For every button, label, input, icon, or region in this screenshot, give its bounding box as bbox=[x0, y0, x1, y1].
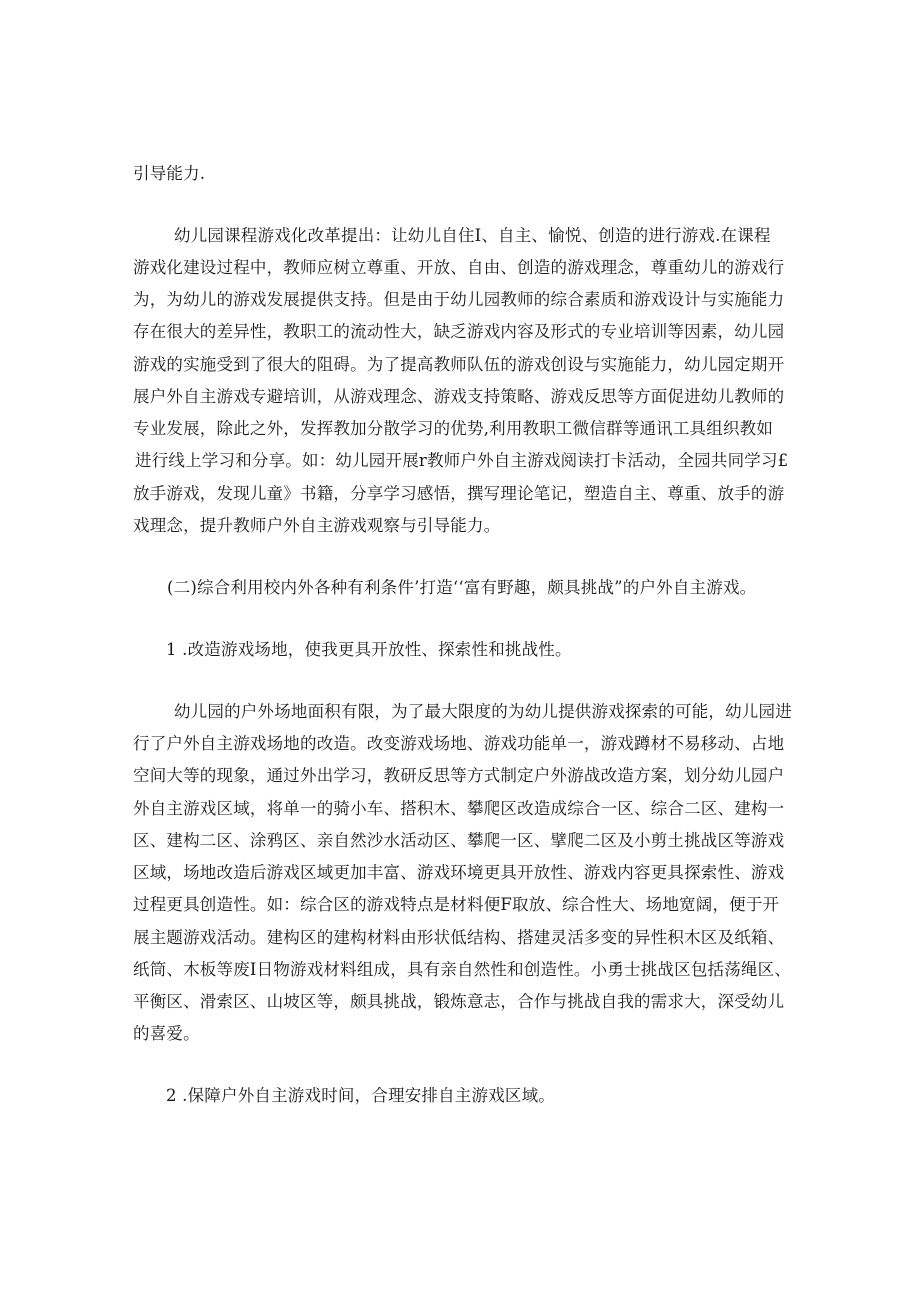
text-line: 平衡区、滑索区、山坡区等，颇具挑战，锻炼意志，合作与挑战自我的需求大，深受幼儿 bbox=[133, 992, 785, 1011]
text-line: 放手游戏，发现儿童》书籍，分享学习感悟，撰写理论笔记，塑造自主、尊重、放手的游 bbox=[133, 484, 785, 503]
text-line: 存在很大的差异性，教职工的流动性大，缺乏游戏内容及形式的专业培训等因素，幼儿园 bbox=[133, 322, 785, 341]
text-line: 展主题游戏活动。建构区的建构材料由形状低结构、搭建灵活多变的异性积木区及纸箱、 bbox=[133, 928, 785, 947]
text-line: 行了户外自主游戏场地的改造。改变游戏场地、游戏功能单一，游戏蹲材不易移动、占地 bbox=[133, 734, 785, 753]
text-line: 戏理念，提升教师户外自主游戏观察与引导能力。 bbox=[133, 516, 501, 535]
text-line: 专业发展，除此之外，发挥教加分散学习的优势,利用教职工微信群等通讯工具组织教如 bbox=[133, 419, 774, 438]
text-line: 进行线上学习和分享。如：幼儿园开展r教师户外自主游戏阅读打卡活动，全园共同学习£ bbox=[135, 451, 789, 470]
subheading: 2 .保障户外自主游戏时间，合理安排自主游戏区域。 bbox=[166, 1086, 555, 1105]
text-line: 幼儿园课程游戏化改革提出：让幼儿自住I、自主、愉悦、创造的进行游戏.在课程 bbox=[174, 226, 771, 245]
text-line: 外自主游戏区域，将单一的骑小车、搭积木、攀爬区改造成综合一区、综合二区、建构一 bbox=[133, 799, 785, 818]
text-line: 引导能力. bbox=[133, 164, 206, 183]
text-line: 过程更具创造性。如：综合区的游戏特点是材料便F取放、综合性大、场地宽阔，便于开 bbox=[133, 895, 780, 914]
text-line: 幼儿园的户外场地面积有限，为了最大限度的为幼儿提供游戏探索的可能，幼儿园进 bbox=[174, 702, 792, 721]
text-line: 区、建构二区、涂鸦区、亲自然沙水活动区、攀爬一区、擘爬二区及小剪土挑战区等游戏 bbox=[133, 831, 785, 850]
text-line: 展户外自主游戏专避培训，从游戏理念、游戏支持策略、游戏反思等方面促进幼儿教师的 bbox=[133, 387, 785, 406]
text-line: 区域，场地改造后游戏区域更加丰富、游戏环境更具开放性、游戏内容更具探索性、游戏 bbox=[133, 863, 785, 882]
section-heading: (二)综合利用校内外各种有利条件’打造‘‘富有野趣，颇具挑战”的户外自主游戏。 bbox=[167, 578, 757, 597]
subheading: 1 .改造游戏场地，使我更具开放性、探索性和挑战性。 bbox=[166, 640, 572, 659]
text-line: 游戏化建设过程中，教师应树立尊重、开放、自由、创造的游戏理念，尊重幼儿的游戏行 bbox=[133, 258, 785, 277]
text-line: 纸筒、木板等废I日物游戏材料组成，具有亲自然性和创造性。小勇士挑战区包括荡绳区、 bbox=[133, 960, 792, 979]
text-line: 游戏的实施受到了很大的阻碍。为了提高教师队伍的游戏创设与实施能力，幼儿园定期开 bbox=[133, 355, 785, 374]
text-line: 的喜爱。 bbox=[133, 1024, 200, 1043]
text-line: 为，为幼儿的游戏发展提供支持。但是由于幼儿园教师的综合素质和游戏设计与实施能力 bbox=[133, 290, 785, 309]
text-line: 空间大等的现象，通过外出学习，教研反思等方式制定户外游战改造方案，划分幼儿园户 bbox=[133, 766, 785, 785]
